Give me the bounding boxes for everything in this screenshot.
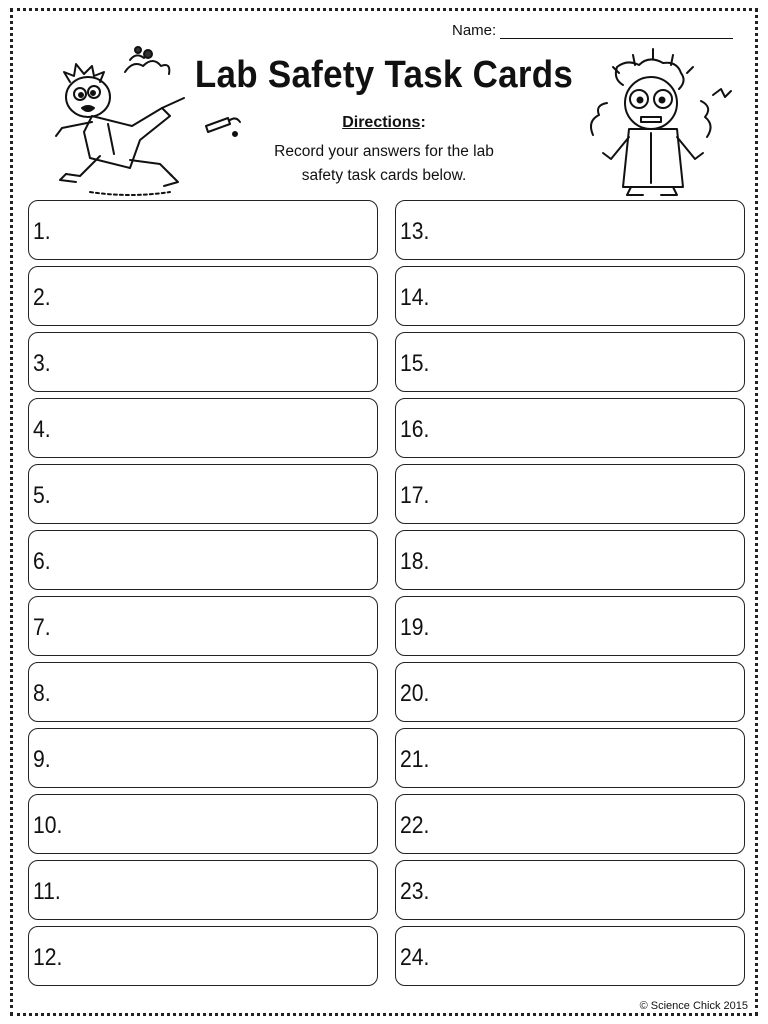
answer-number: 1. — [33, 218, 51, 245]
directions-colon: : — [420, 114, 426, 131]
answer-box-6[interactable] — [28, 530, 378, 590]
answer-box-18[interactable] — [395, 530, 745, 590]
answer-box-13[interactable] — [395, 200, 745, 260]
name-field — [452, 22, 733, 39]
running-scientist-illustration — [30, 42, 245, 202]
answer-number: 4. — [33, 416, 51, 443]
answer-number: 18. — [400, 548, 430, 575]
name-input-line[interactable] — [500, 22, 733, 39]
answer-number: 12. — [33, 944, 63, 971]
answer-number: 2. — [33, 284, 51, 311]
answer-box-15[interactable] — [395, 332, 745, 392]
answer-box-17[interactable] — [395, 464, 745, 524]
answer-box-7[interactable] — [28, 596, 378, 656]
answer-box-1[interactable] — [28, 200, 378, 260]
answer-box-8[interactable] — [28, 662, 378, 722]
answer-number: 7. — [33, 614, 51, 641]
directions-line-2: safety task cards below. — [301, 167, 467, 184]
answer-number: 14. — [400, 284, 430, 311]
answer-number: 11. — [33, 878, 61, 905]
answer-number: 9. — [33, 746, 51, 773]
directions-text — [254, 140, 514, 188]
answer-box-19[interactable] — [395, 596, 745, 656]
answer-number: 21. — [400, 746, 430, 773]
answer-box-10[interactable] — [28, 794, 378, 854]
answer-box-12[interactable] — [28, 926, 378, 986]
answer-box-14[interactable] — [395, 266, 745, 326]
page-title: Lab Safety Task Cards — [194, 54, 574, 96]
answer-number: 17. — [400, 482, 430, 509]
answer-box-2[interactable] — [28, 266, 378, 326]
answer-box-22[interactable] — [395, 794, 745, 854]
name-label: Name: — [452, 22, 497, 39]
answer-number: 22. — [400, 812, 430, 839]
answer-box-24[interactable] — [395, 926, 745, 986]
answer-box-21[interactable] — [395, 728, 745, 788]
answer-box-11[interactable] — [28, 860, 378, 920]
answer-number: 24. — [400, 944, 430, 971]
answer-box-4[interactable] — [28, 398, 378, 458]
shocked-scientist-illustration — [583, 45, 733, 200]
answer-box-23[interactable] — [395, 860, 745, 920]
answer-box-20[interactable] — [395, 662, 745, 722]
answer-box-3[interactable] — [28, 332, 378, 392]
answer-number: 20. — [400, 680, 430, 707]
answer-number: 23. — [400, 878, 430, 905]
copyright-notice: © Science Chick 2015 — [639, 1000, 748, 1012]
answer-box-9[interactable] — [28, 728, 378, 788]
answer-number: 15. — [400, 350, 430, 377]
answer-box-16[interactable] — [395, 398, 745, 458]
answer-box-5[interactable] — [28, 464, 378, 524]
answer-number: 8. — [33, 680, 51, 707]
answer-number: 16. — [400, 416, 430, 443]
answer-number: 5. — [33, 482, 51, 509]
answer-number: 3. — [33, 350, 51, 377]
answer-number: 10. — [33, 812, 63, 839]
answer-number: 13. — [400, 218, 430, 245]
answer-number: 19. — [400, 614, 430, 641]
directions-label: Directions — [342, 114, 421, 131]
directions-line-1: Record your answers for the lab — [274, 143, 494, 160]
answer-number: 6. — [33, 548, 51, 575]
